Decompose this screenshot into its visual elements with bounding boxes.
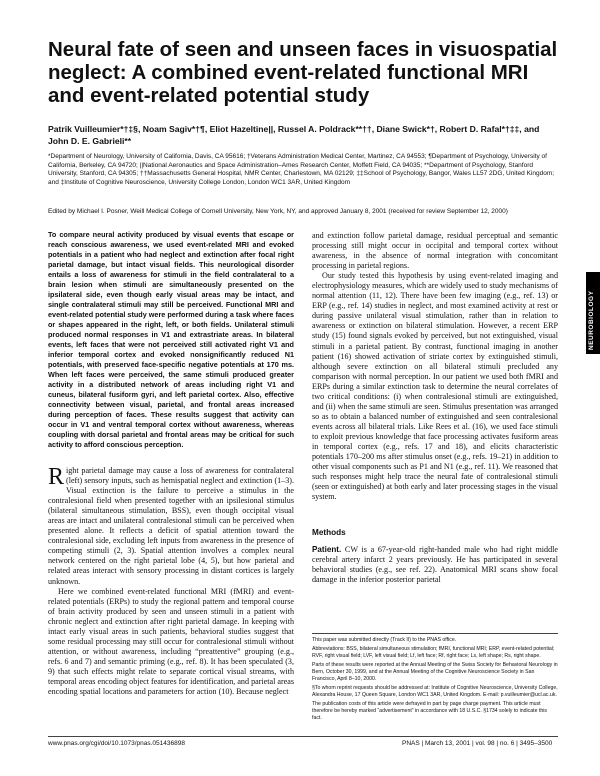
footnote-divider (312, 633, 558, 634)
intro-paragraph-4: Our study tested this hypothesis by using event-related imaging and electrophysiology measures, which are widely used to study mechanisms of normal attention (11, 12). There have been few imaging (e.g., ref. 13) or ERP (e.g., ref. 14) studies in neglect, and most examined activity at rest or during passive unilateral visual stimulation, rather than in relation to awareness or extinction on bilateral stimulation. However, a recent ERP study (15) found signals evoked by perceived, but not extinguished, visual stimuli in a parietal patient. By contrast, functional imaging in another patient (16) showed activation of striate cortex by extinguished stimuli, although severe extinction on all bilateral stimuli precluded any comparison with normal perception. In our patient we used both fMRI and ERPs during a similar extinction task to determine the neural correlates of two critical conditions: (i) when contralesional stimuli are extinguished, and (ii) when the same stimuli are seen. Stimulus presentation was arranged so as to obtain a balanced number of extinguished and seen contralesional events across all bilateral trials. Like Rees et al. (16), we used face stimuli to exploit previous knowledge that face processing activates fusiform areas in temporal cortex (e.g., refs. 17 and 18), and elicits characteristic potentials 170–200 ms after stimulus onset (e.g., refs. 19–21) in addition to other visual components such as P1 and N1 (e.g., ref. 11). We reasoned that such responses might help trace the neural fate of contralesional stimuli (seen or extinguished) at both early and later processing stages in the visual system. (312, 271, 558, 502)
edited-by-note: Edited by Michael I. Posner, Weill Medical College of Cornell University, New York, NY, and approved January 8, 2001 (received for review September 12, 2000) (48, 208, 508, 215)
section-tab-label: NEUROBIOLOGY (588, 290, 595, 350)
intro-paragraph-1-text: ight parietal damage may cause a loss of awareness for contralateral (left) sensory inputs, such as hemispatial neglect and extinction (1–3). Visual extinction is the failure to perceive a stimulus in the contralesional field when presented together with an ipsilesional stimulus (bilateral simultaneous stimulation, BSS), even though occipital visual areas are intact and unilateral contralesional stimuli can be perceived when presented alone. It reflects a deficit of spatial attention toward the contralesional side, excluding left inputs from awareness in the presence of competing stimuli (2, 3). Spatial attention involves a complex neural network centered on the right parietal lobe (4, 5), but how parietal and related areas interact with sensory processing in distant cortices is largely unknown. (48, 466, 294, 586)
journal-citation: PNAS | March 13, 2001 | vol. 98 | no. 6 | 3495–3500 (402, 740, 553, 747)
section-tab (586, 272, 600, 354)
footnote: The publication costs of this article were defrayed in part by page charge payment. This article must therefore be hereby marked “advertisement” in accordance with 18 U.S.C. §1734 solely to indicate this fact. (312, 700, 548, 722)
patient-paragraph (312, 545, 558, 585)
footnotes (312, 637, 558, 724)
article-title: Neural fate of seen and unseen faces in visuospatial neglect: A combined event-related functional MRI and event-related potential study (48, 38, 558, 107)
intro-paragraph-1 (48, 466, 294, 587)
methods-heading: Methods (312, 528, 346, 537)
patient-text: CW is a 67-year-old right-handed male who had right middle cerebral artery infarct 2 years previously. He has participated in several behavioral studies (e.g., see ref. 22). Anatomical MRI scans show focal damage in the inferior posterior parietal (312, 545, 558, 585)
abstract: To compare neural activity produced by visual events that escape or reach conscious awareness, we used event-related MRI and evoked potentials in a patient who had neglect and extinction after focal right parietal damage, but intact visual fields. This neurological disorder entails a loss of awareness for stimuli in the field contralateral to a brain lesion when stimuli are simultaneously presented on the ipsilateral side, even though early visual areas may be intact, and single contralateral stimuli may still be perceived. Functional MRI and event-related potential study were performed during a task where faces or shapes appeared in the right, left, or both fields. Unilateral stimuli produced normal responses in V1 and extrastriate areas. In bilateral events, left faces that were not perceived still activated right V1 and inferior temporal cortex and evoked nonsignificantly reduced N1 potentials, with preserved face-specific negative potentials at 170 ms. When left faces were perceived, the same stimuli produced greater activity in a distributed network of areas including right V1 and cuneus, bilateral fusiform gyri, and left parietal cortex. Also, effective connectivity between visual, parietal, and frontal areas increased during perception of faces. These results suggest that activity can occur in V1 and ventral temporal cortex without awareness, whereas coupling with dorsal parietal and frontal areas may be critical for such activity to afford conscious perception. (48, 230, 294, 449)
introduction-left-column (48, 466, 294, 697)
footer-divider (48, 736, 558, 737)
affiliations: *Department of Neurology, University of California, Davis, CA 95616; †Veterans Administration Medical Center, Martinez, CA 94553; ¶Department of Psychology, University of California, Berkeley, CA 94720; ||National Aeronautics and Space Administration–Ames Research Center, Moffett Field, CA 94035; **Department of Psychology, Stanford University, Stanford, CA 94305; ††Massachusetts General Hospital, NMR Center, Charlestown, MA 02129; ‡‡School of Psychology, Bangor, Wales LL57 2DG, United Kingdom; and ‡Institute of Cognitive Neuroscience, University College London, London WC1 3AR, United Kingdom (48, 153, 555, 186)
footnote: §To whom reprint requests should be addressed at: Institute of Cognitive Neuroscience, University College, Alexandra House, 17 Queen Square, London WC1 3AR, United Kingdom. E-mail: p.vuilleumier@ucl.ac.uk. (312, 684, 558, 698)
author-list: Patrik Vuilleumier*†‡§, Noam Sagiv*†¶, Eliot Hazeltine||, Russel A. Poldrack**††, Diane Swick*†, Robert D. Rafal*†‡‡, and John D. E. Gabrieli** (48, 124, 540, 146)
footnote: Abbreviations: BSS, bilateral simultaneous stimulation; fMRI, functional MRI; ERP, event-related potential; RVF, right visual field; LVF, left visual field; Lf, left face; Rf, right face; Ls, left shape; Rs, right shape. (312, 645, 555, 659)
patient-label: Patient. (312, 545, 342, 554)
drop-cap: R (48, 464, 65, 490)
doi-link[interactable]: www.pnas.org/cgi/doi/10.1073/pnas.051436898 (48, 740, 185, 747)
footnote: This paper was submitted directly (Track II) to the PNAS office. (312, 637, 457, 643)
intro-paragraph-2: Here we combined event-related functional MRI (fMRI) and event-related potentials (ERPs) to study the regional pattern and temporal course of brain activity produced by seen and unseen stimuli in a patient with chronic neglect and extinction after right parietal damage. In keeping with intact early visual areas in such patients, behavioral studies suggest that some residual processing may still occur for contralesional stimuli without attention, or without awareness, including “preattentive” grouping (e.g., refs. 6 and 7) and semantic priming (e.g., ref. 8). It has been speculated (3, 9) that such effects might relate to separate cortical visual streams, with temporal areas encoding object features for identification, and parietal areas encoding spatial locations and parameters for action (10). Because neglect (48, 586, 294, 697)
footnote: Parts of these results were reported at the Annual Meeting of the Swiss Society for Behavioral Neurology in Bern, October 30, 1999, and at the Annual Meeting of the Cognitive Neuroscience Society in San Francisco, April 8–10, 2000. (312, 661, 558, 683)
introduction-right-column (312, 231, 558, 502)
intro-paragraph-3: and extinction follow parietal damage, residual perceptual and semantic processing still might occur in occipital and temporal cortex without awareness, in the absence of normal integration with concomitant processing in parietal regions. (312, 231, 558, 271)
